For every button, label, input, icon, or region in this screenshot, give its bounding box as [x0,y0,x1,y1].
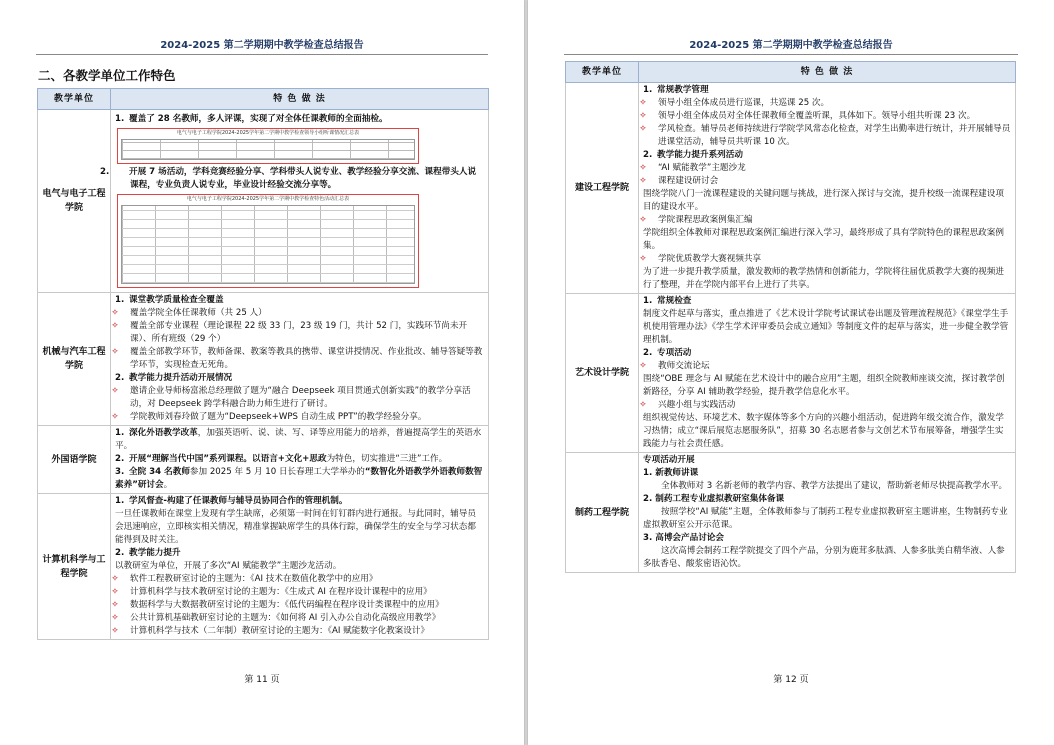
paragraph: 这次高博会制药工程学院提交了四个产品，分别为鹿茸多肽酒、人参多肽美白精华液、人参多肽香皂、酸浆密语沁饮。 [643,546,1005,569]
table-row [566,83,1016,294]
list-heading: 1. 常规检查 [643,296,692,306]
list-item: ✧ 覆盖学院全体任课教师（共 25 人） [111,308,267,318]
embedded-table-caption: 电气与电子工程学院2024-2025学年第二学期中教学检查特色活动汇总表 [186,195,350,202]
paragraph: 为了进一步提升教学质量，激发教师的教学热情和创新能力，学院将往届优质教学大赛的视频进行了整理，并在学院内部平台上进行了共享。 [643,267,1004,290]
diamond-star-icon: ✧ [111,613,119,623]
list-heading: 1. 新教师讲课 [643,468,699,478]
unit-cell: 计算机科学与工程学院 [38,494,111,640]
col-unit-header: 教学单位 [38,89,111,110]
col-feature-header: 特 色 做 法 [111,89,489,110]
diamond-star-icon: ✧ [111,412,119,422]
diamond-star-icon: ✧ [111,347,119,357]
list-heading: 2. 专项活动 [643,348,692,358]
diamond-star-icon: ✧ [639,176,647,186]
features-table-right [565,61,1016,573]
col-unit-header: 教学单位 [566,62,639,83]
unit-cell: 电气与电子工程学院 [38,110,111,293]
unit-cell: 外国语学院 [38,426,111,494]
page-number: 第 12 页 [773,675,809,685]
unit-cell: 艺术设计学院 [566,294,639,453]
page-number: 第 11 页 [244,675,280,685]
list-item: ✧ 计算机科学与技术教研室讨论的主题为：《生成式 AI 在程序设计课程中的应用》 [111,587,432,597]
col-feature-header: 特 色 做 法 [639,62,1016,83]
paragraph: 围绕学院八门一流课程建设的关键问题与挑战，进行深入探讨与交流，提升校级一流课程建设项目的建设水平。 [643,189,1004,212]
content-cell [639,453,1016,573]
list-item: ✧ 数据科学与大数据教研室讨论的主题为：《低代码编程在程序设计类课程中的应用》 [111,600,444,610]
list-item: ✧ “AI 赋能教学”主题沙龙 [639,163,746,173]
list-item: ✧ 领导小组全体成员对全体任课教师全覆盖听课，具体如下。领导小组共听课 23 次。 [639,111,976,121]
diamond-star-icon: ✧ [639,98,647,108]
content-cell [639,294,1016,453]
page-12 [528,0,1054,745]
diamond-star-icon: ✧ [111,386,119,396]
embedded-table-image [117,128,419,164]
list-item: ✧ 学院优质教学大赛视频共享 [639,254,762,264]
diamond-star-icon: ✧ [639,124,647,134]
diamond-star-icon: ✧ [639,254,647,264]
list-heading: 2. 教学能力提升活动开展情况 [115,373,233,383]
diamond-star-icon: ✧ [111,600,119,610]
paragraph: 一旦任课教师在课堂上发现有学生缺席，必须第一时间在钉钉群内进行通报。与此同时，辅导员会迅速响应，立即核实相关情况，精准掌握缺席学生的具体行踪，确保学生的安全与学习状态都能得到及时关注。 [115,509,476,545]
list-item: ✧ 公共计算机基础教研室讨论的主题为：《如何将 AI 引入办公自动化高级应用教学》 [111,613,441,623]
unit-cell: 制药工程学院 [566,453,639,573]
content-cell [111,494,489,640]
content-cell [100,110,489,293]
embedded-table-caption: 电气与电子工程学院2024-2025学年第二学期中教学检查领导小组听课情况汇总表 [176,129,360,136]
list-item: ✧ 软件工程教研室讨论的主题为：《AI 技术在数值化教学中的应用》 [111,574,378,584]
paragraph: 全体教师对 3 名新老师的教学内容、教学方法提出了建议，帮助新老师尽快提高教学水平。 [661,481,1008,491]
list-heading: 3. 高博会产品讨论会 [643,533,724,543]
list-heading: 1. 学风督查-构建了任课教师与辅导员协同合作的管理机制。 [115,496,348,506]
page-header: 2024-2025 第二学期期中教学检查总结报告 [564,36,1018,55]
list-heading: 2. 教学能力提升系列活动 [643,150,743,160]
table-row [38,426,489,494]
list-item: ✧ 课程建设研讨会 [639,176,719,186]
table-row [38,494,489,640]
diamond-star-icon: ✧ [639,163,647,173]
list-item: ✧ 覆盖全部教学环节，教师备课、教案等教具的携带、课堂讲授情况、作业批改、辅导答疑等教学环节，实现检查无死角。 [111,347,483,370]
embedded-table-grid [121,139,415,160]
list-item: ✧ 学院教师刘春玲做了题为“Deepseek+WPS 自动生成 PPT”的教学经验分享。 [111,412,427,422]
unit-cell: 机械与汽车工程学院 [38,293,111,426]
content-cell [111,293,489,426]
section-heading: 二、各教学单位工作特色 [38,68,176,83]
embedded-table-image [117,194,419,288]
list-item: 1. 覆盖了 28 名教师，多人评课，实现了对全体任课教师的全面抽检。 [115,113,388,124]
diamond-star-icon: ✧ [111,587,119,597]
diamond-star-icon: ✧ [639,361,647,371]
unit-cell: 建设工程学院 [566,83,639,294]
list-item: ✧ 学院课程思政案例集汇编 [639,215,753,225]
list-heading: 专项活动开展 [643,455,695,465]
table-header-row [38,89,489,110]
list-item: ✧ 覆盖全部专业课程（理论课程 22 级 33 门，23 级 19 门，共计 52 门，实践环节尚未开课）、所有班级（29 个） [111,321,468,344]
diamond-star-icon: ✧ [111,321,119,331]
list-item: ✧ 邀请企业导师杨富淞总经理做了题为“融合 Deepseek 项目贯通式创新实践”的教学分享活动，对 Deepseek 跨学科融合助力师生进行了研讨。 [111,386,471,409]
content-cell [639,83,1016,294]
features-table-left [37,88,489,640]
paragraph: 学院组织全体教师对课程思政案例汇编进行深入学习，最终形成了具有学院特色的课程思政案例集。 [643,228,1004,251]
table-row [38,110,489,293]
list-item: ✧ 计算机科学与技术（二年制）教研室讨论的主题为：《AI 赋能数字化教案设计》 [111,626,430,636]
list-item: ✧ 领导小组全体成员进行巡课，共巡课 25 次。 [639,98,830,108]
diamond-star-icon: ✧ [111,308,119,318]
content-cell [111,426,489,494]
list-item: 3. 全院 34 名教师参加 2025 年 5 月 10 日长春理工大学举办的“数智化外语教学外语教师数智素养”研讨会。 [115,467,483,490]
paragraph: 按照学校“AI 赋能”主题，全体教师参与了制药工程专业虚拟教研室主题讲座，生物制药专业虚拟教研室公开示范课。 [643,507,1008,530]
diamond-star-icon: ✧ [111,626,119,636]
list-heading: 2. 制药工程专业虚拟教研室集体备课 [643,494,785,504]
table-row [566,453,1016,573]
diamond-star-icon: ✧ [639,111,647,121]
list-heading: 1. 常规教学管理 [643,85,709,95]
list-heading: 2. 教学能力提升 [115,548,181,558]
page-11 [0,0,524,745]
list-item: 2. 开展“理解当代中国”系列课程。以语言+文化+思政为特色，切实推进“三进”工作。 [115,454,448,464]
list-item: ✧ 学风检查。辅导员老师持续进行学院学风常态化检查，对学生出勤率进行统计，并开展辅导员进课堂活动，辅导员共听课 10 次。 [639,124,1011,147]
paragraph: 组织视觉传达、环境艺术、数字媒体等多个方向的兴趣小组活动，促进跨年级交流合作，激发学习热情；成立“课后展览志愿服务队”，招募 30 名志愿者参与文创艺术节布展筹备，增强学生实践能力与社会责任感。 [643,413,1004,449]
list-item: ✧ 兴趣小组与实践活动 [639,400,736,410]
list-heading: 1. 课堂教学质量检查全覆盖 [115,295,224,305]
paragraph: 以教研室为单位，开展了多次“AI 赋能教学”主题沙龙活动。 [115,561,342,571]
embedded-table-grid [121,205,415,284]
paragraph: 制度文件起草与落实，重点推进了《艺术设计学院考试课试卷出题及管理流程规范》《课堂学生手机使用管理办法》《学生学术评审委员会成立通知》等制度文件的起草与落实，进一步健全教学管理机制。 [643,309,1009,345]
diamond-star-icon: ✧ [639,215,647,225]
paragraph: 围绕“OBE 理念与 AI 赋能在艺术设计中的融合应用”主题，组织全院教师座谈交流，探讨教学创新路径，分享 AI 辅助教学经验，提升教学信息化水平。 [643,374,1005,397]
page-header: 2024-2025 第二学期期中教学检查总结报告 [36,36,488,55]
list-item: 2. 开展 7 场活动，学科竞赛经验分享、学科带头人说专业、教学经验分享交流、课程带头人说课程，专业负责人说专业，毕业设计经验交流分享等。 [100,166,477,190]
table-row [38,293,489,426]
table-row [566,294,1016,453]
diamond-star-icon: ✧ [111,574,119,584]
list-item: ✧ 教师交流论坛 [639,361,710,371]
diamond-star-icon: ✧ [639,400,647,410]
table-header-row [566,62,1016,83]
list-item: 1. 深化外语教学改革，加强英语听、说、读、写、译等应用能力的培养，普遍提高学生的英语水平。 [115,428,482,451]
